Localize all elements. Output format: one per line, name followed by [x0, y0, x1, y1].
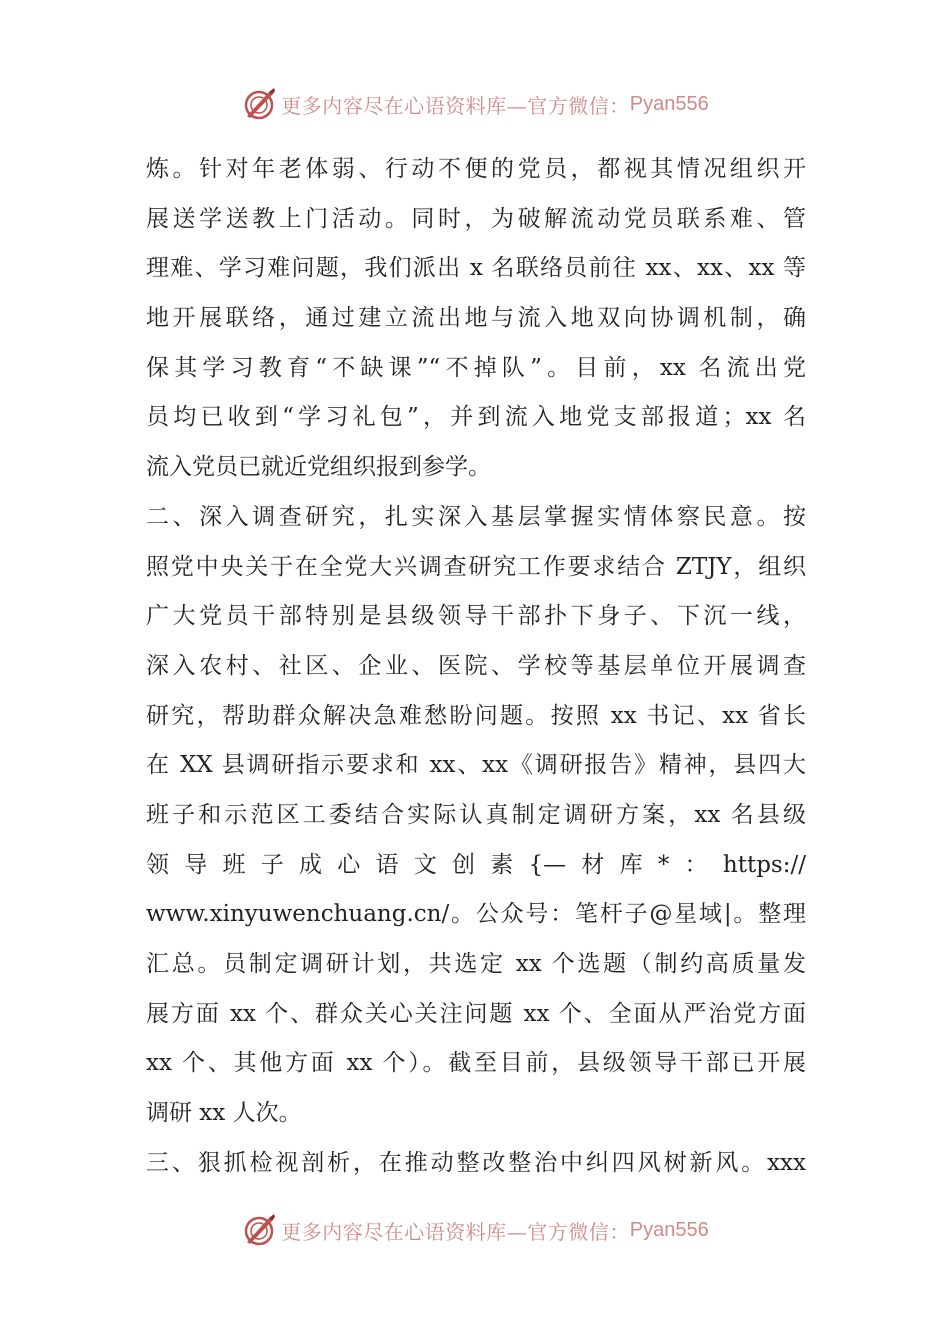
text-line: 汇总。员制定调研计划，共选定 xx 个选题（制约高质量发 — [146, 951, 806, 977]
wechat-id: Pyan556 — [629, 92, 709, 115]
text-line: 保其学习教育“不缺课”“不掉队”。目前，xx 名流出党 — [146, 354, 806, 381]
text-line: www.xinyuwenchuang.cn/。公众号：笔杆子@星域|。整理 — [146, 901, 806, 928]
banner-text: 更多内容尽在心语资料库—官方微信： — [281, 1219, 630, 1244]
text-line: 调研 xx 人次。 — [146, 1100, 302, 1127]
pen-circle-logo-icon — [241, 1212, 277, 1248]
text-line: 领导班子成心语文创素{—材库*：https:// — [146, 851, 806, 878]
document-body — [146, 145, 806, 1188]
text-line: 在 XX 县调研指示要求和 xx、xx《调研报告》精神，县四大 — [146, 752, 806, 779]
footer-banner — [0, 1210, 950, 1250]
pen-circle-logo-icon — [241, 86, 277, 122]
text-line: 员均已收到“学习礼包”，并到流入地党支部报道；xx 名 — [146, 404, 806, 431]
text-line: 照党中央关于在全党大兴调查研究工作要求结合 ZTJY，组织 — [146, 553, 806, 580]
text-line: 研究，帮助群众解决急难愁盼问题。按照 xx 书记、xx 省长 — [146, 702, 806, 729]
section-heading-line: 三、狠抓检视剖析，在推动整改整治中纠四风树新风。xxx — [146, 1149, 806, 1176]
wechat-id: Pyan556 — [629, 1218, 709, 1241]
text-line: 广大党员干部特别是县级领导干部扑下身子、下沉一线， — [146, 603, 806, 630]
text-line: 展方面 xx 个、群众关心关注问题 xx 个、全面从严治党方面 — [146, 1000, 806, 1027]
text-line: 理难、学习难问题，我们派出 x 名联络员前往 xx、xx、xx 等 — [146, 255, 806, 282]
text-line: 地开展联络，通过建立流出地与流入地双向协调机制，确 — [146, 305, 806, 332]
header-banner — [0, 84, 950, 124]
text-line: 展送学送教上门活动。同时，为破解流动党员联系难、管 — [146, 205, 806, 232]
text-line: 深入农村、社区、企业、医院、学校等基层单位开展调查 — [146, 652, 806, 679]
text-line: xx 个、其他方面 xx 个）。截至目前，县级领导干部已开展 — [146, 1050, 806, 1077]
text-line: 炼。针对年老体弱、行动不便的党员，都视其情况组织开 — [146, 156, 806, 182]
text-line: 流入党员已就近党组织报到参学。 — [146, 454, 491, 481]
text-line: 班子和示范区工委结合实际认真制定调研方案，xx 名县级 — [146, 801, 806, 828]
section-heading-line: 二、深入调查研究，扎实深入基层掌握实情体察民意。按 — [146, 503, 806, 530]
banner-text: 更多内容尽在心语资料库—官方微信： — [281, 93, 630, 118]
